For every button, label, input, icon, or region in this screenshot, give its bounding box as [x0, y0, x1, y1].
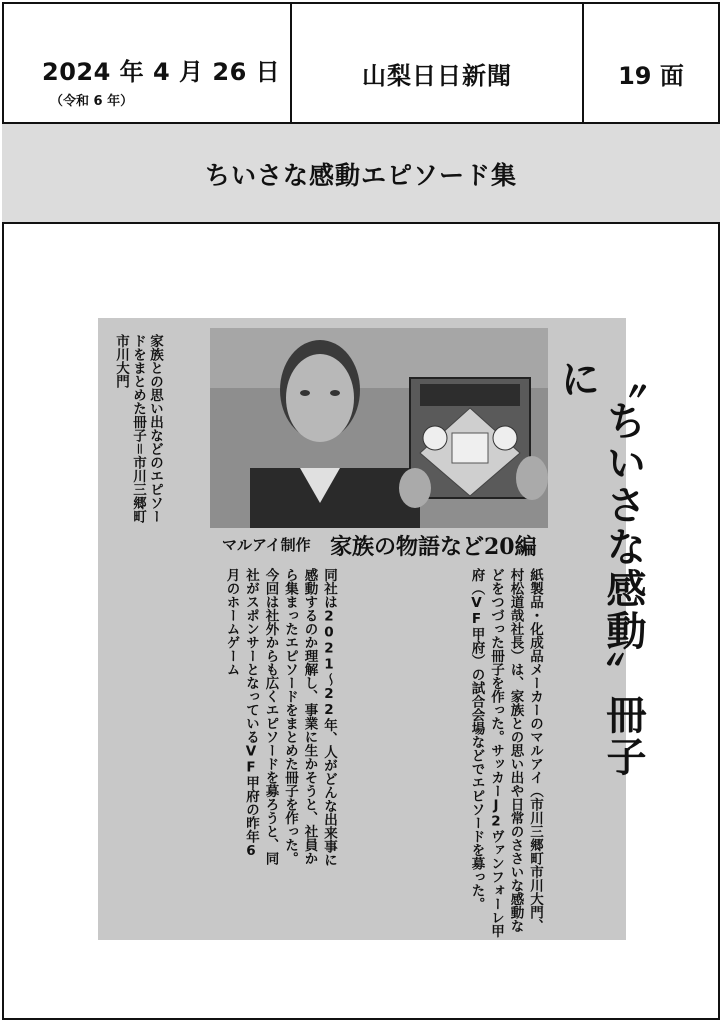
subhead-company: マルアイ制作: [222, 536, 311, 554]
photo-illustration: [210, 328, 548, 528]
page-number: 19 面: [618, 62, 684, 90]
subheadline: [218, 530, 538, 560]
article-headline: 〝ちいさな感動〟冊子に: [554, 358, 646, 778]
publication-date: 2024 年 4 月 26 日: [42, 58, 281, 86]
article-body-lead: 紙製品・化成品メーカーのマルアイ（市川三郷町市川大門、村松道哉社長）は、家族との思い出や日常のささいな感動などをつづった冊子を作った。サッカーJ2ヴァンフォーレ甲府（VF甲府）の試合会場などでエピソードを募った。: [468, 568, 543, 938]
era-date: （令和 6 年）: [50, 94, 134, 109]
header-bar: [2, 2, 720, 124]
newspaper-clipping: [98, 318, 646, 940]
newspaper-cell: [292, 2, 584, 122]
subhead-main: 家族の物語など20編: [330, 534, 537, 560]
section-title: ちいさな感動エピソード集: [204, 161, 517, 190]
section-title-bar: [2, 124, 720, 224]
article-photo: [210, 328, 548, 528]
date-cell: [2, 2, 292, 122]
newspaper-name: 山梨日日新聞: [362, 62, 512, 90]
page-cell: [584, 2, 718, 122]
article-body-middle: 同社は2021〜22年、人がどんな出来事に感動するのか理解し、事業に生かそうと、社員から集まったエピソードをまとめた冊子を作った。今回は社外からも広くエピソードを募ろうと、同社がスポンサーとなっているVF甲府の昨年6月のホームゲーム: [223, 568, 337, 867]
photo-caption: 家族との思い出などのエピソードをまとめた冊子＝市川三郷町市川大門: [113, 334, 163, 523]
